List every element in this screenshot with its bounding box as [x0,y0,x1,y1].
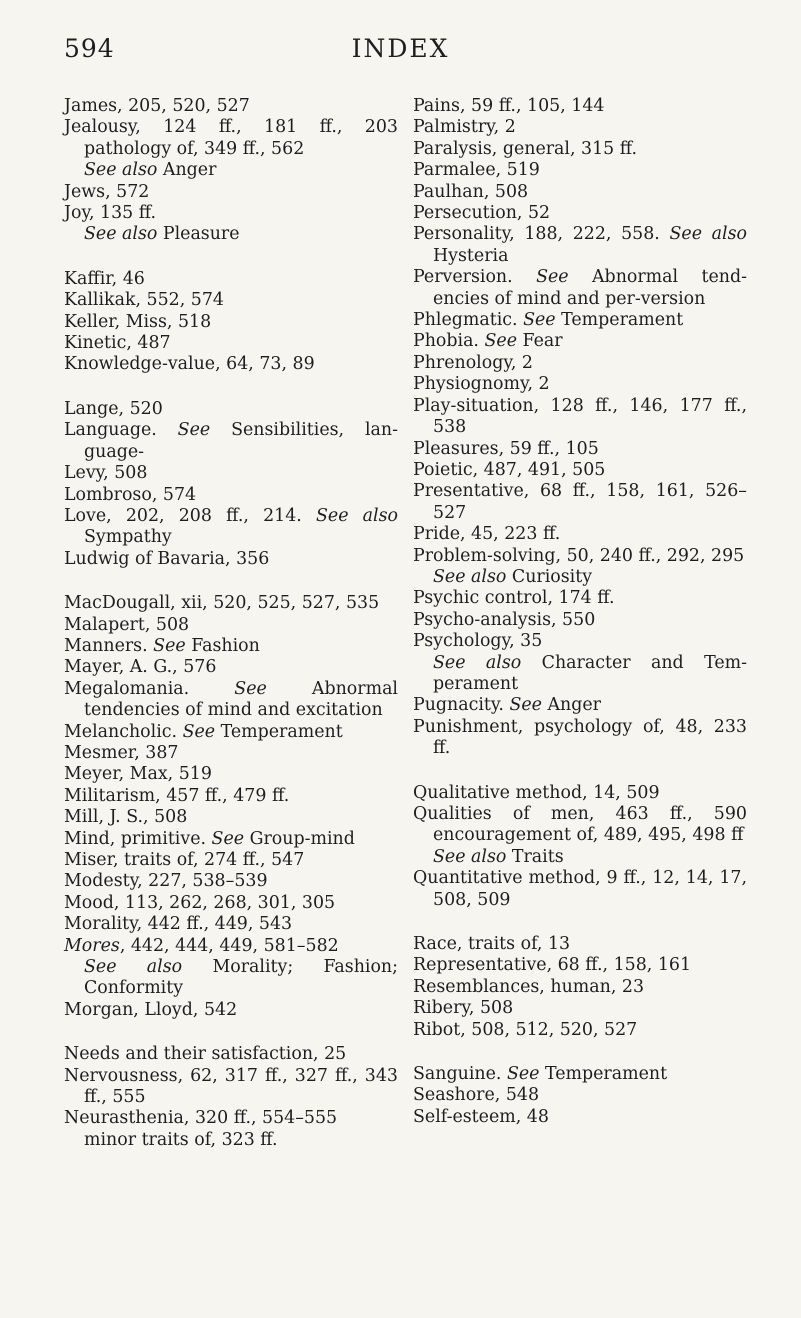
entry-text: Sympathy [84,527,172,548]
section-gap [413,760,747,783]
entry-text: Pride, 45, 223 ff. [413,524,561,545]
entry-text: Fear [517,331,563,352]
index-entry [413,460,747,481]
index-entry [64,593,398,614]
index-entry [64,399,398,420]
index-entry [413,331,747,352]
entry-text: Keller, Miss, 518 [64,311,212,332]
index-entry [64,850,398,871]
entry-text: Perversion. [413,267,537,288]
section-gap [64,376,398,399]
entry-text: James, 205, 520, 527 [64,96,250,116]
entry-text: Needs and their satisfaction, 25 [64,1044,347,1065]
entry-text: Phlegmatic. [413,310,524,331]
index-column-left [64,96,398,1151]
index-entry [64,743,398,764]
italic-text: See [211,828,245,849]
italic-text: See also [433,652,522,673]
entry-text: Sensibilities, lan-guage- [84,420,398,462]
entry-text: Manners. [64,635,154,656]
entry-text: Physiognomy, 2 [413,374,550,395]
index-entry [413,1064,747,1085]
index-entry [64,871,398,892]
italic-text: See also [316,505,399,526]
index-entry [413,439,747,460]
entry-text: minor traits of, 323 ff. [84,1129,278,1150]
entry-text: Qualitative method, 14, 509 [413,782,660,803]
index-entry [64,829,398,850]
index-entry [64,182,398,203]
index-entry [413,182,747,203]
italic-text: See [234,678,267,699]
page-number: 594 [64,34,115,63]
entry-text: Temperament [555,310,684,331]
entry-text: Group-mind [244,828,355,849]
entry-text: Joy, 135 ff. [64,203,156,224]
index-entry [64,914,398,935]
entry-text: Parmalee, 519 [413,160,540,181]
index-entry [413,481,747,524]
index-subentry [413,567,747,588]
index-entry [413,96,747,117]
index-entry [413,588,747,609]
index-entry [64,615,398,636]
entry-text: Ribery, 508 [413,998,514,1019]
entry-text: Race, traits of, 13 [413,934,571,955]
entry-text: Temperament [539,1064,668,1085]
index-entry [413,695,747,716]
index-entry [413,998,747,1019]
entry-text: Fashion [185,635,260,656]
section-gap [413,911,747,934]
index-entry [413,1085,747,1106]
entry-text: Sanguine. [413,1064,507,1085]
entry-text: Mind, primitive. [64,828,212,849]
entry-text: Paralysis, general, 315 ff. [413,138,638,159]
entry-text: Traits [506,846,564,867]
entry-text: Psychic control, 174 ff. [413,588,615,609]
entry-text: Kaffir, 46 [64,268,145,289]
entry-text: Psychology, 35 [413,631,543,652]
entry-text: Presentative, 68 ff., 158, 161, 526–527 [413,481,747,523]
index-entry [64,936,398,957]
index-entry [64,463,398,484]
index-entry [413,783,747,804]
entry-text: Pugnacity. [413,695,510,716]
entry-text: Play-situation, 128 ff., 146, 177 ff., 538 [413,395,747,438]
entry-text: Mood, 113, 262, 268, 301, 305 [64,892,336,913]
index-entry [413,631,747,652]
index-entry [64,1000,398,1021]
entry-text: Kinetic, 487 [64,333,171,354]
entry-text: Language. [64,420,178,441]
index-entry [413,1020,747,1041]
entry-text: Kallikak, 552, 574 [64,290,224,311]
entry-text: Ribot, 508, 512, 520, 527 [413,1019,638,1040]
index-entry [64,893,398,914]
index-entry [64,657,398,678]
index-entry [64,420,398,463]
entry-text: Psycho-analysis, 550 [413,609,596,630]
italic-text: See also [433,846,507,867]
index-entry [64,636,398,657]
index-entry [64,485,398,506]
index-entry [64,1044,398,1065]
page-header [0,34,801,68]
index-entry [64,203,398,224]
entry-text: Character and Tem-perament [433,652,747,694]
index-entry [413,267,747,310]
entry-text: , 442, 444, 449, 581–582 [119,935,339,956]
index-entry [64,549,398,570]
entry-text: Morality; Fashion; Conformity [84,957,398,999]
index-entry [64,354,398,375]
section-gap [64,1021,398,1044]
entry-text: Neurasthenia, 320 ff., 554–555 [64,1108,338,1129]
index-column-right [413,96,747,1128]
index-subentry [64,224,398,245]
index-entry [413,804,747,847]
italic-text: See also [84,160,158,181]
index-entry [64,269,398,290]
index-subentry [64,1130,398,1151]
index-entry [64,290,398,311]
index-entry [64,764,398,785]
index-entry [413,977,747,998]
index-entry [413,374,747,395]
index-entry [64,807,398,828]
index-entry [413,610,747,631]
italic-text: See [153,635,186,656]
index-entry [413,934,747,955]
index-entry [413,203,747,224]
index-entry [64,679,398,722]
entry-text: Malapert, 508 [64,614,190,635]
entry-text: Jealousy, 124 ff., 181 ff., 203 pathology of, 349 ff., 562 [64,117,398,159]
entry-text: Abnormal tend-encies of mind and per-version [433,267,748,309]
entry-text: Abnormal tendencies of mind and excitation [84,678,398,721]
entry-text: Miser, traits of, 274 ff., 547 [64,850,305,870]
entry-text: Knowledge-value, 64, 73, 89 [64,354,315,375]
index-entry [413,310,747,331]
entry-text: Morality, 442 ff., 449, 543 [64,914,293,935]
italic-text: Mores [64,935,120,956]
italic-text: See [177,420,211,441]
italic-text: See [509,695,542,716]
index-entry [413,1107,747,1128]
italic-text: See [484,331,517,352]
italic-text: See [182,721,216,742]
entry-text: Resemblances, human, 23 [413,976,645,997]
entry-text: Qualities of men, 463 ff., 590 encouragement of, 489, 495, 498 ff [413,804,747,846]
italic-text: See also [669,224,747,245]
italic-text: See [536,267,569,288]
index-entry [64,96,398,117]
entry-text: Persecution, 52 [413,203,551,224]
entry-text: Problem-solving, 50, 240 ff., 292, 295 [413,545,745,566]
entry-text: Representative, 68 ff., 158, 161 [413,955,692,976]
index-entry [413,139,747,160]
italic-text: See [506,1064,540,1085]
entry-text: Seashore, 548 [413,1085,540,1106]
entry-text: Levy, 508 [64,463,148,484]
entry-text: Melancholic. [64,721,183,742]
index-subentry [413,653,747,696]
entry-text: Modesty, 227, 538–539 [64,871,268,892]
entry-text: Meyer, Max, 519 [64,764,212,785]
index-entry [413,224,747,267]
index-entry [413,717,747,760]
entry-text: MacDougall, xii, 520, 525, 527, 535 [64,593,380,614]
section-gap [64,570,398,593]
entry-text: Jews, 572 [64,181,150,202]
entry-text: Temperament [215,721,343,742]
entry-text: Lombroso, 574 [64,484,197,505]
entry-text: Personality, 188, 222, 558. [413,224,670,245]
entry-text: Self-esteem, 48 [413,1106,549,1127]
index-entry [64,1108,398,1129]
running-head: INDEX [351,34,450,63]
entry-text: Pleasure [157,224,240,245]
index-entry [64,786,398,807]
entry-text: Phrenology, 2 [413,352,533,373]
index-entry [64,333,398,354]
entry-text: Anger [541,695,601,716]
index-entry [64,506,398,549]
entry-text: Militarism, 457 ff., 479 ff. [64,785,290,806]
entry-text: Curiosity [506,566,593,587]
entry-text: Ludwig of Bavaria, 356 [64,548,270,569]
entry-text: Mill, J. S., 508 [64,807,188,828]
index-entry [64,1066,398,1109]
entry-text: Punishment, psychology of, 48, 233 ff. [413,716,747,759]
entry-text: Lange, 520 [64,398,163,419]
italic-text: See [523,310,556,331]
section-gap [413,1041,747,1064]
index-entry [413,117,747,138]
index-entry [413,353,747,374]
italic-text: See also [84,957,183,978]
index-entry [413,524,747,545]
entry-text: Megalomania. [64,678,235,699]
entry-text: Quantitative method, 9 ff., 12, 14, 17, 508, 509 [413,868,747,910]
index-subentry [413,847,747,868]
index-entry [413,546,747,567]
entry-text: Poietic, 487, 491, 505 [413,459,606,480]
entry-text: Mesmer, 387 [64,742,179,763]
index-subentry [64,957,398,1000]
index-entry [64,722,398,743]
entry-text: Mayer, A. G., 576 [64,657,217,678]
italic-text: See also [433,566,507,587]
italic-text: See also [84,224,158,245]
index-subentry [64,160,398,181]
index-entry [64,312,398,333]
entry-text: Nervousness, 62, 317 ff., 327 ff., 343 ff., 555 [64,1065,398,1108]
entry-text: Morgan, Lloyd, 542 [64,999,238,1020]
index-entry [64,117,398,160]
entry-text: Hysteria [433,245,509,266]
index-entry [413,396,747,439]
index-entry [413,868,747,911]
entry-text: Paulhan, 508 [413,181,529,202]
section-gap [64,246,398,269]
entry-text: Pains, 59 ff., 105, 144 [413,96,605,116]
entry-text: Phobia. [413,331,485,352]
entry-text: Pleasures, 59 ff., 105 [413,438,599,459]
entry-text: Love, 202, 208 ff., 214. [64,505,316,526]
index-entry [413,955,747,976]
entry-text: Palmistry, 2 [413,117,516,138]
index-entry [413,160,747,181]
entry-text: Anger [157,160,217,181]
